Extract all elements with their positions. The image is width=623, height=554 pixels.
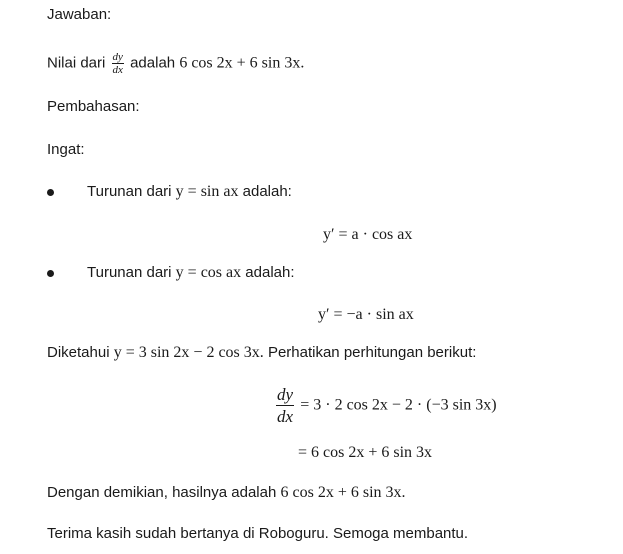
bullet-2-func: y = cos ax — [175, 264, 242, 281]
bullet-1-prefix: Turunan dari — [87, 183, 172, 200]
answer-prefix: Nilai dari — [47, 54, 106, 72]
bullet-2-formula: y′ = −a · sin ax — [318, 306, 414, 323]
remember-heading: Ingat: — [47, 141, 85, 158]
conclusion-result: 6 cos 2x + 6 sin 3x. — [280, 484, 406, 501]
derivation-step-2: = 6 cos 2x + 6 sin 3x — [298, 444, 433, 461]
explanation-heading: Pembahasan: — [47, 98, 140, 115]
derivation-step-1 — [274, 384, 497, 427]
answer-fraction-denominator: dx — [112, 64, 123, 76]
derivation-fraction — [276, 384, 294, 427]
answer-result: 6 cos 2x + 6 sin 3x. — [179, 54, 305, 72]
bullet-1-formula: y′ = a · cos ax — [323, 226, 413, 243]
bullet-1-dot — [47, 189, 54, 196]
given-prefix: Diketahui — [47, 344, 110, 361]
given-suffix: Perhatikan perhitungan berikut: — [267, 344, 477, 361]
bullet-2-prefix: Turunan dari — [87, 264, 172, 281]
conclusion-prefix: Dengan demikian, hasilnya adalah — [47, 484, 277, 501]
conclusion-line — [47, 483, 406, 503]
derivation-step-1-expr: = 3 · 2 cos 2x − 2 · (−3 sin 3x) — [300, 396, 497, 414]
closing-text: Terima kasih sudah bertanya di Roboguru. Semoga membantu. — [47, 525, 469, 542]
answer-middle: adalah — [130, 54, 176, 72]
answer-fraction-numerator: dy — [112, 51, 123, 63]
derivation-fraction-denominator: dx — [277, 407, 294, 426]
answer-line — [47, 51, 304, 76]
bullet-2-dot — [47, 270, 54, 277]
bullet-1-suffix: adalah: — [242, 183, 292, 200]
bullet-2-text — [87, 263, 295, 283]
given-func: y = 3 sin 2x − 2 cos 3x. — [113, 344, 264, 361]
bullet-1-text — [87, 182, 292, 202]
answer-heading: Jawaban: — [47, 6, 112, 23]
bullet-2-suffix: adalah: — [245, 264, 295, 281]
answer-fraction — [112, 51, 124, 76]
derivation-fraction-numerator: dy — [277, 385, 294, 404]
given-line — [47, 343, 476, 363]
bullet-1-func: y = sin ax — [175, 183, 239, 200]
